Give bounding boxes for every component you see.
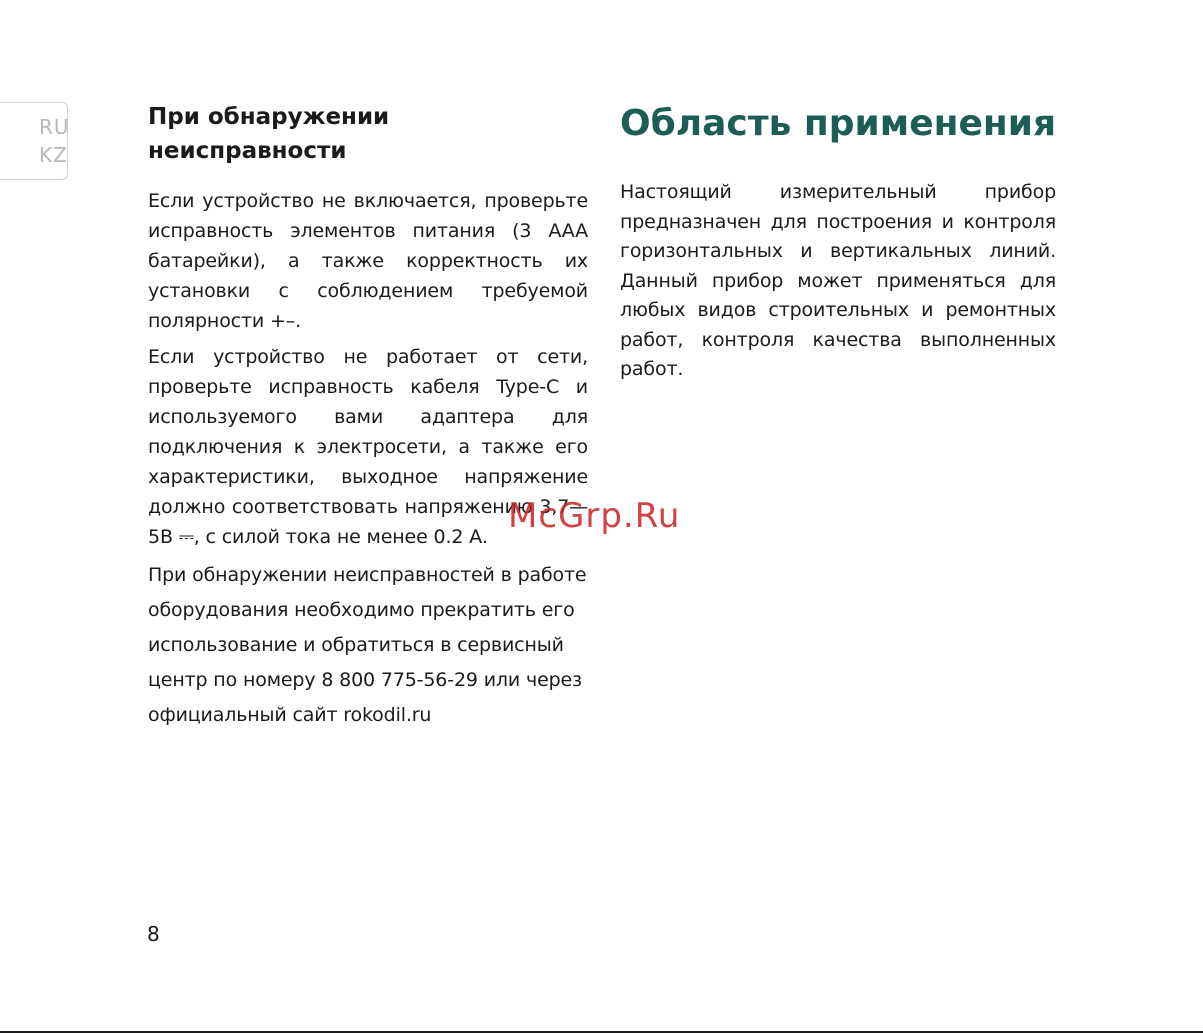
service-center-paragraph: При обнаружении неисправностей в работе оборудования необходимо прекратить его использование и обратиться в сервисный центр по номеру 8 800 775-56-29 или через официальный сайт rokodil.ru <box>148 564 587 726</box>
troubleshooting-section <box>148 100 588 739</box>
application-section <box>620 96 1056 391</box>
application-heading: Область применения <box>620 103 1057 144</box>
watermark: McGrp.Ru <box>508 496 681 536</box>
language-ru-label: RU <box>39 115 70 139</box>
battery-paragraph: Если устройство не включается, проверьте исправность элементов питания (3 AAA батарейки), а также корректность их установки с соблюдением требуемой полярности +–. <box>148 190 588 332</box>
power-supply-paragraph: Если устройство не работает от сети, проверьте исправность кабеля Type-C и используемого вами адаптера для подключения к электросети, а также его характеристики, выходное напряжение должно соответствовать напряжению 3,7—5В ⎓, с силой тока не менее 0.2 А. <box>148 346 588 548</box>
language-tab <box>0 102 68 180</box>
page-number: 8 <box>147 922 160 946</box>
language-kz-label: KZ <box>39 143 68 167</box>
troubleshooting-heading: При обнаружении неисправности <box>148 104 390 164</box>
application-paragraph: Настоящий измерительный прибор предназначен для построения и контроля горизонтальных и вертикальных линий. Данный прибор может применяться для любых видов строительных и ремонтных работ, контроля качества выполненных работ. <box>620 181 1056 380</box>
